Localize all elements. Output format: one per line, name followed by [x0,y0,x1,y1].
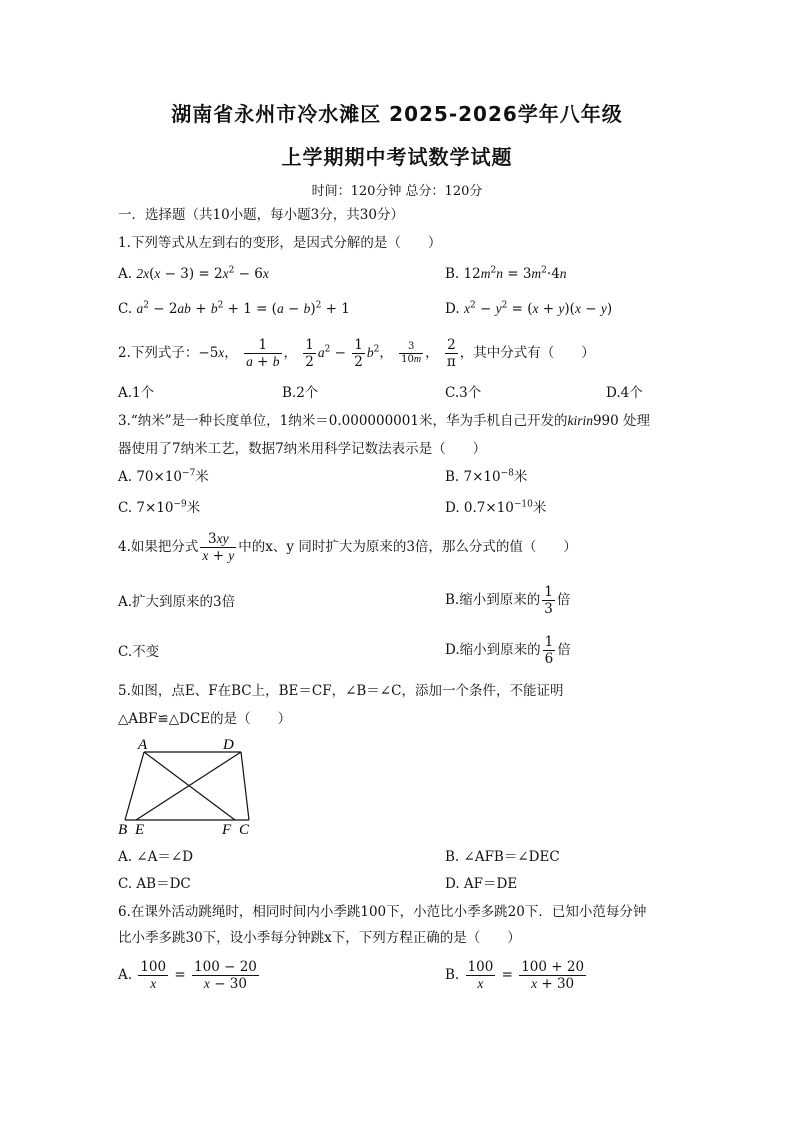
question-1-option-a: A. $2x(x - 3) = 2x^2 - 6x$ [118,265,269,282]
question-6-line2: 比小季多跳30下，设小季每分钟跳x下，下列方程正确的是（ ） [118,930,521,946]
label-c: C [239,822,250,837]
question-4-option-a: A.扩大到原来的3倍 [118,594,236,610]
question-2-option-b: B.2个 [282,385,319,401]
question-5-line1: 5.如图，点E、F在BC上，BE＝CF，∠B＝∠C，添加一个条件，不能证明 [118,683,564,699]
question-1-stem: 1.下列等式从左到右的变形，是因式分解的是（ ） [118,235,442,251]
question-1-option-b: B. $12m^2n = 3m^2\cdot 4n$ [445,265,567,282]
question-4-option-c: C.不变 [118,644,160,660]
question-4-option-d: D.缩小到原来的 $\frac{1}{6}$ 倍 [445,634,571,667]
question-3-option-d: D. $0.7\times 10^{-10}$米 [445,499,547,516]
segment-de [136,752,241,820]
question-4-option-b: B.缩小到原来的 $\frac{1}{3}$ 倍 [445,584,571,617]
label-f: F [222,822,232,837]
question-2-option-c: C.3个 [445,385,482,401]
question-3-option-c: C. $7\times 10^{-9}$米 [118,499,201,516]
question-2-stem: 2.下列式子：−5x， $\frac{1}{a + b}$ ， $\frac{1}{2}$ $a^2$ − $\frac{1}{2}$ $b^2$， $\frac{3}{10m}$ ， $\frac{2}{\pi}$ ，其中分式有（ ） [118,337,595,370]
question-3-option-b: B. $7\times 10^{-8}$米 [445,468,528,485]
question-3-option-a: A. $70\times 10^{-7}$米 [118,468,209,485]
question-6-option-a: A. $\frac{100}{x}$ = $\frac{100 - 20}{x - 30}$ [118,959,257,992]
label-b: B [118,822,128,837]
exam-title-line2: 上学期期中考试数学试题 [281,145,513,169]
question-2-option-a: A.1个 [118,385,155,401]
option-label: C. [118,301,133,317]
question-6-line1: 6.在课外活动跳绳时，相同时间内小季跳100下，小范比小季多跳20下．已知小范每分钟 [118,904,647,920]
option-label: D. [445,301,460,317]
triangle-figure [112,735,262,837]
section-heading: 一．选择题（共10小题，每小题3分，共30分） [118,207,404,223]
question-3-line1: 3.“纳米”是一种长度单位，1纳米＝0.000000001米，华为手机自己开发的kirin990 处理 [118,413,651,429]
question-2-option-d: D.4个 [606,385,643,401]
segment-dc [241,752,249,820]
question-5-option-d: D. AF＝DE [445,876,518,892]
question-5-option-b: B. ∠AFB＝∠DEC [445,849,560,865]
label-d: D [223,737,234,753]
option-label: A. [118,266,133,282]
question-1-option-c: C. $a^2 - 2ab + b^2 + 1 = (a - b)^2 + 1$ [118,300,350,317]
option-label: B. [445,266,460,282]
question-4-stem: 4.如果把分式 $\frac{3xy}{x + y}$ 中的x、y 同时扩大为原来的3倍，那么分式的值（ ） [118,531,577,564]
question-1-option-d: D. $x^2 - y^2 = (x + y)(x - y)$ [445,300,613,317]
exam-title-line1: 湖南省永州市冷水滩区 2025-2026学年八年级 [171,102,623,126]
exam-meta: 时间：120分钟 总分：120分 [311,184,483,199]
label-a: A [138,737,148,753]
label-e: E [135,822,145,837]
segment-ab [125,752,144,820]
question-5-line2: △ABF≌△DCE的是（ ） [118,711,292,727]
question-3-line2: 器使用了7纳米工艺，数据7纳米用科学记数法表示是（ ） [118,441,487,457]
question-5-option-c: C. AB＝DC [118,876,191,892]
question-5-option-a: A. ∠A＝∠D [118,849,194,865]
question-6-option-b: B. $\frac{100}{x}$ = $\frac{100 + 20}{x + 30}$ [445,959,585,992]
